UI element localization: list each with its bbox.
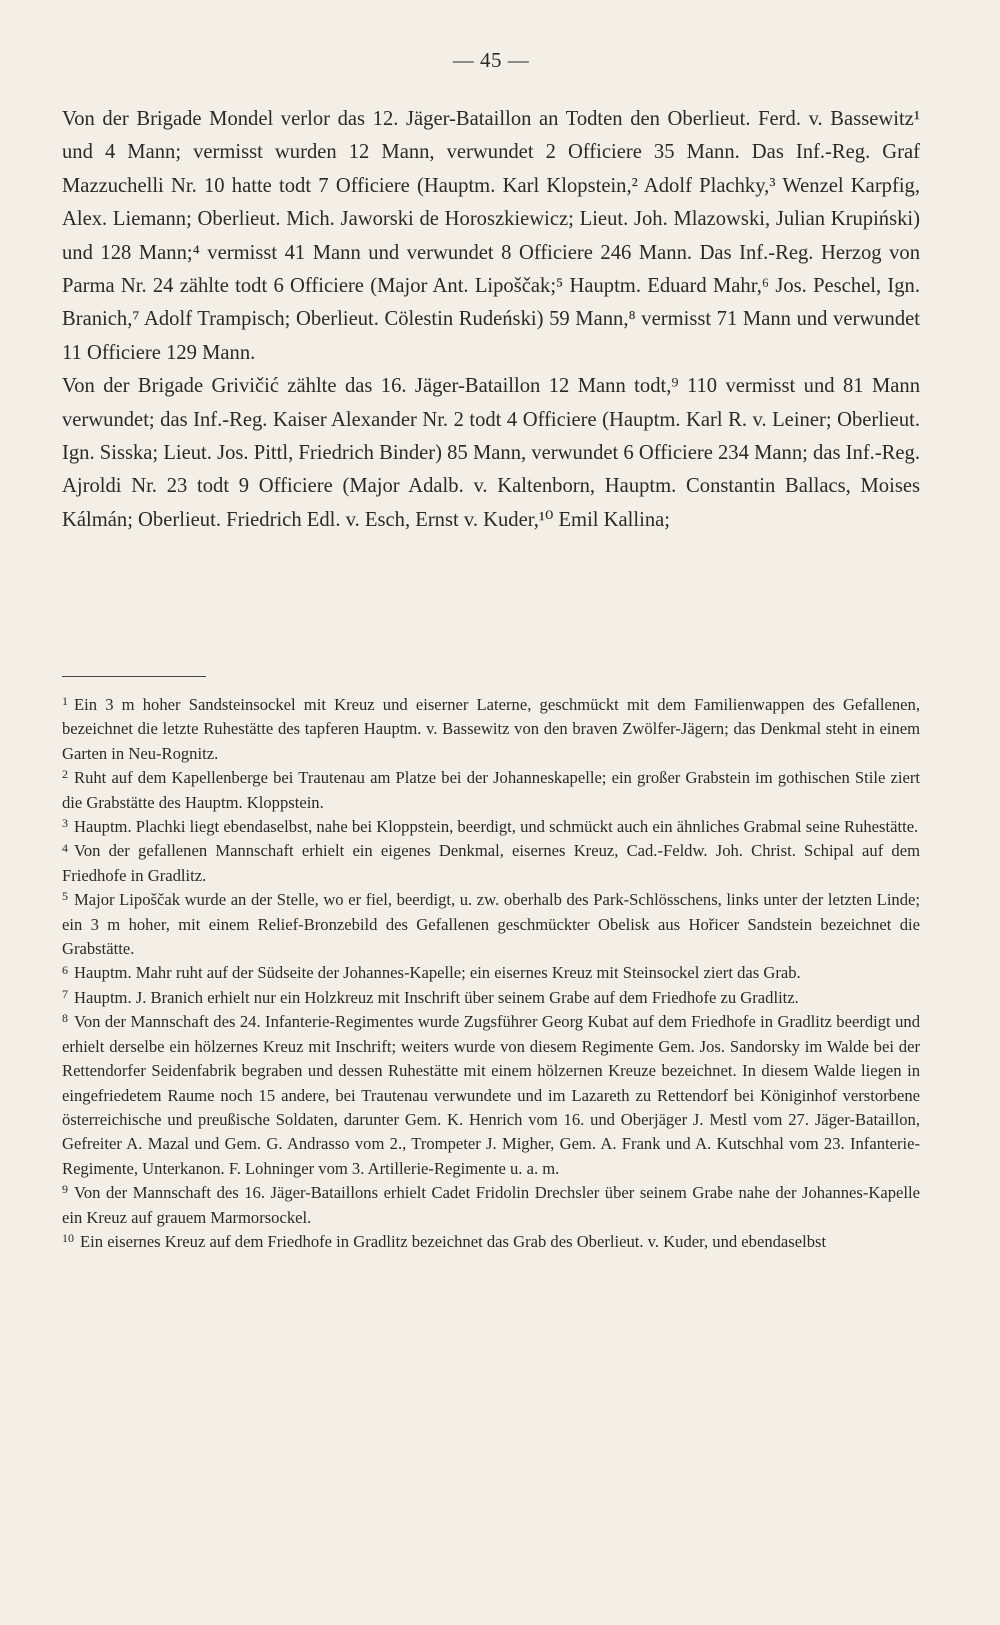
- footnote-marker: 8: [62, 1011, 68, 1026]
- footnote-text: Ein 3 m hoher Sandsteinsockel mit Kreuz und eiserner Laterne, geschmückt mit dem Familienwappen des Gefallenen, bezeichnet die letzte Ruhestätte des tapferen Hauptm. v. Bassewitz von den braven Zwölfer-Jägern; das Denkmal steht in einem Garten in Neu-Rognitz.: [62, 695, 920, 763]
- footnote-text: Von der gefallenen Mannschaft erhielt ein eigenes Denkmal, eisernes Kreuz, Cad.-Feldw. Joh. Christ. Schipal auf dem Friedhofe in Gradlitz.: [62, 841, 920, 885]
- footnote-text: Ein eisernes Kreuz auf dem Friedhofe in Gradlitz bezeichnet das Grab des Oberlieut. v. Kuder, und ebendaselbst: [80, 1231, 827, 1251]
- footnote: [62, 815, 920, 839]
- footnote-marker: 6: [62, 962, 68, 977]
- main-text: [62, 103, 920, 537]
- footnote: [62, 766, 920, 815]
- paragraph: Von der Brigade Mondel verlor das 12. Jäger-Bataillon an Todten den Oberlieut. Ferd. v. Bassewitz¹ und 4 Mann; vermisst wurden 12 Mann, verwundet 2 Officiere 35 Mann. Das Inf.-Reg. Graf Mazzuchelli Nr. 10 hatte todt 7 Officiere (Hauptm. Karl Klopstein,² Adolf Plachky,³ Wenzel Karpfig, Alex. Liemann; Oberlieut. Mich. Jaworski de Horoszkiewicz; Lieut. Joh. Mlazowski, Julian Krupiński) und 128 Mann;⁴ vermisst 41 Mann und verwundet 8 Officiere 246 Mann. Das Inf.-Reg. Herzog von Parma Nr. 24 zählte todt 6 Officiere (Major Ant. Lipoščak;⁵ Hauptm. Eduard Mahr,⁶ Jos. Peschel, Ign. Branich,⁷ Adolf Trampisch; Oberlieut. Cölestin Rudeński) 59 Mann,⁸ vermisst 71 Mann und verwundet 11 Officiere 129 Mann.: [62, 108, 920, 364]
- footnote: [62, 986, 920, 1010]
- footnote-text: Hauptm. Plachki liegt ebendaselbst, nahe bei Kloppstein, beerdigt, und schmückt auch ein ähnliches Grabmal seine Ruhestätte.: [74, 817, 919, 837]
- footnote: [62, 693, 920, 766]
- footnote-marker: 1: [62, 694, 68, 709]
- paragraph: Von der Brigade Grivičić zählte das 16. Jäger-Bataillon 12 Mann todt,⁹ 110 vermisst und 81 Mann verwundet; das Inf.-Reg. Kaiser Alexander Nr. 2 todt 4 Officiere (Hauptm. Karl R. v. Leiner; Oberlieut. Ign. Sisska; Lieut. Jos. Pittl, Friedrich Binder) 85 Mann, verwundet 6 Officiere 234 Mann; das Inf.-Reg. Ajroldi Nr. 23 todt 9 Officiere (Major Adalb. v. Kaltenborn, Hauptm. Constantin Ballacs, Moises Kálmán; Oberlieut. Friedrich Edl. v. Esch, Ernst v. Kuder,¹⁰ Emil Kallina;: [62, 375, 920, 531]
- footnote-text: Von der Mannschaft des 16. Jäger-Bataillons erhielt Cadet Fridolin Drechsler über seinem Grabe nahe der Johannes-Kapelle ein Kreuz auf grauem Marmorsockel.: [62, 1183, 920, 1227]
- footnote: [62, 961, 920, 985]
- footnote: [62, 1181, 920, 1230]
- footnote-separator: [62, 676, 206, 677]
- page-number: — 45 —: [452, 48, 530, 72]
- footnote-marker: 9: [62, 1182, 68, 1197]
- footnote: [62, 1010, 920, 1181]
- footnotes: [62, 693, 920, 1254]
- footnote: [62, 888, 920, 961]
- footnote-marker: 2: [62, 767, 68, 782]
- footnote-marker: 5: [62, 889, 68, 904]
- footnote-marker: 4: [62, 840, 68, 855]
- footnote-marker: 7: [62, 987, 68, 1002]
- footnote-text: Ruht auf dem Kapellenberge bei Trautenau am Platze bei der Johanneskapelle; ein großer Grabstein im gothischen Stile ziert die Grabstätte des Hauptm. Kloppstein.: [62, 768, 920, 812]
- footnote-text: Hauptm. Mahr ruht auf der Südseite der Johannes-Kapelle; ein eisernes Kreuz mit Steinsockel ziert das Grab.: [74, 963, 801, 983]
- footnote-text: Von der Mannschaft des 24. Infanterie-Regimentes wurde Zugsführer Georg Kubat auf dem Friedhofe in Gradlitz beerdigt und erhielt derselbe ein hölzernes Kreuz mit Inschrift; weiters wurde von diesem Regimente Gem. Jos. Sandorsky im Walde bei der Rettendorfer Seidenfabrik begraben und dessen Ruhestätte mit einem hölzernen Kreuze bezeichnet. In diesem Walde liegen in eingefriedetem Raume noch 15 andere, bei Trautenau verwundete und im Lazareth zu Rettendorf bei Königinhof verstorbene österreichische und preußische Soldaten, darunter Gem. K. Henrich vom 16. und Oberjäger J. Mestl vom 27. Jäger-Bataillon, Gefreiter A. Mazal und Gem. G. Andrasso vom 2., Trompeter J. Migher, Gem. A. Frank und A. Kutschhal vom 23. Infanterie-Regimente, Unterkanon. F. Lohninger vom 3. Artillerie-Regimente u. a. m.: [62, 1012, 920, 1178]
- footnote-marker: 3: [62, 816, 68, 831]
- footnote-text: Hauptm. J. Branich erhielt nur ein Holzkreuz mit Inschrift über seinem Grabe auf dem Friedhofe zu Gradlitz.: [74, 987, 799, 1007]
- footnote-text: Major Lipoščak wurde an der Stelle, wo er fiel, beerdigt, u. zw. oberhalb des Park-Schlösschens, links unter der letzten Linde; ein 3 m hoher, mit einem Relief-Bronzebild des Gefallenen geschmückter Obelisk aus Hořicer Sandstein bezeichnet die Grabstätte.: [62, 890, 920, 959]
- footnote: [62, 839, 920, 888]
- footnote-marker: 10: [62, 1231, 74, 1246]
- footnote: [62, 1230, 920, 1254]
